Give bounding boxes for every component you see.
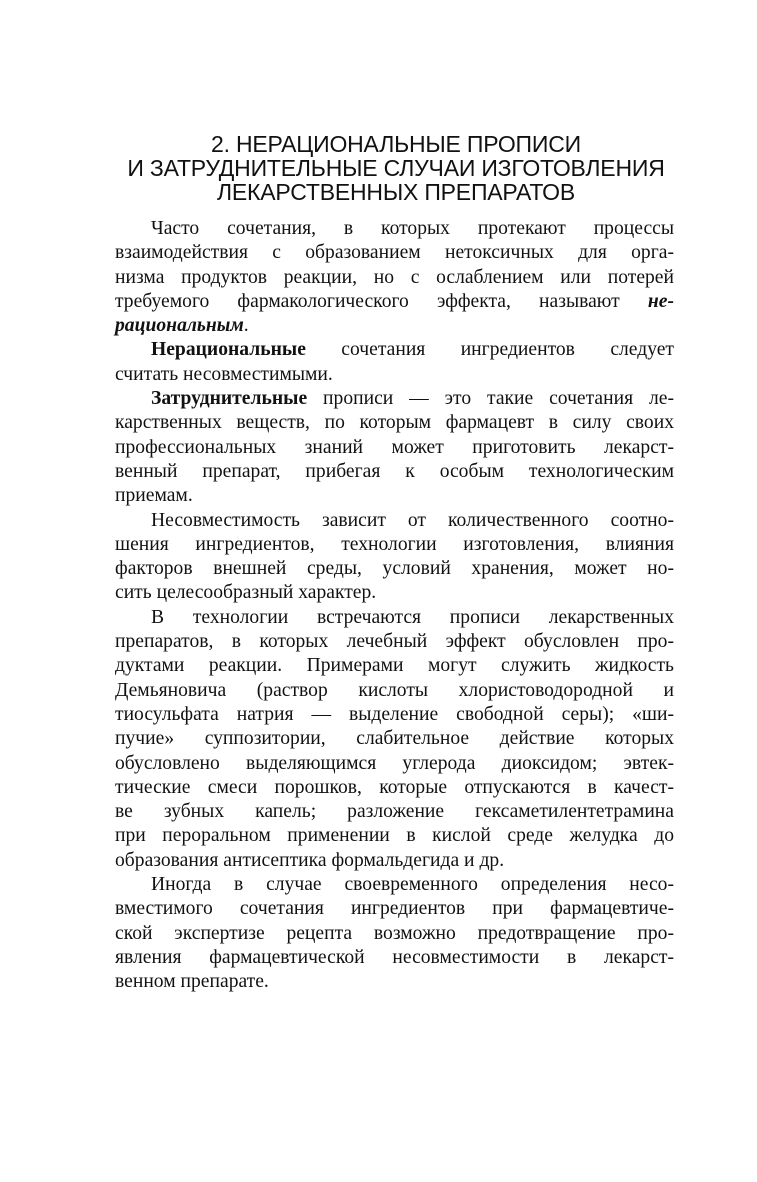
p6-line-5: венном препарате. (115, 971, 269, 993)
paragraph-1 (115, 217, 674, 338)
p1-term-part-1: не- (647, 290, 674, 312)
p5-line-3: дуктами реакции. Примерами могут служить жидкость (115, 655, 674, 677)
p5-line-4: Демьяновича (раствор кислоты хлористоводородной и (115, 679, 674, 701)
paragraph-3 (115, 387, 674, 508)
p1-line-5 (115, 314, 674, 338)
paragraph-6 (115, 873, 674, 994)
paragraph-5 (115, 606, 674, 873)
p5-line-8: тические смеси порошков, которые отпускаются в качест- (115, 776, 674, 798)
p4-line-1: Несовместимость зависит от количественного соотно- (151, 509, 674, 531)
p5-line-10: при пероральном применении в кислой среде желудка до (115, 825, 674, 847)
p5-line-9: ве зубных капель; разложение гексаметилентетрамина (115, 801, 674, 823)
paragraph-4 (115, 509, 674, 606)
p3-line-2: карственных веществ, по которым фармацевт в силу своих (115, 412, 674, 434)
heading-line-1: 2. НЕРАЦИОНАЛЬНЫЕ ПРОПИСИ (211, 131, 581, 157)
p5-line-7: обусловлено выделяющимся углерода диоксидом; эвтек- (115, 752, 674, 774)
page (115, 131, 674, 995)
p3-line-1 (115, 387, 674, 411)
p6-line-4: явления фармацевтической несовместимости в лекарст- (115, 946, 674, 968)
section-heading (118, 132, 674, 204)
p6-line-1: Иногда в случае своевременного определения несо- (151, 874, 674, 896)
p5-line-11: образования антисептика формальдегида и др. (115, 849, 505, 871)
p1-line-1: Часто сочетания, в которых протекают процессы (151, 218, 674, 239)
heading-line-2: И ЗАТРУДНИТЕЛЬНЫЕ СЛУЧАИ ИЗГОТОВЛЕНИЯ (127, 155, 665, 181)
p4-line-4: сить целесообразный характер. (115, 582, 377, 604)
paragraph-2 (115, 338, 674, 387)
p5-line-5: тиосульфата натрия — выделение свободной серы); «ши- (115, 703, 674, 725)
heading-line-3: ЛЕКАРСТВЕННЫХ ПРЕПАРАТОВ (216, 179, 576, 205)
p3-term: Затруднительные (151, 388, 308, 410)
p2-line-2: считать несовместимыми. (115, 363, 333, 385)
p1-line-4 (115, 290, 674, 314)
p1-line-4-text: требуемого фармакологического эффекта, называют (115, 290, 620, 312)
p5-line-6: пучие» суппозитории, слабительное действие которых (115, 728, 674, 750)
p1-line-2: взаимодействия с образованием нетоксичных для орга- (115, 242, 674, 264)
p4-line-2: шения ингредиентов, технологии изготовления, влияния (115, 533, 674, 555)
p2-line-1 (115, 338, 674, 362)
p3-line-3: профессиональных знаний может приготовить лекарст- (115, 436, 674, 458)
p6-line-3: ской экспертизе рецепта возможно предотвращение про- (115, 922, 674, 944)
p4-line-3: факторов внешней среды, условий хранения, может но- (115, 558, 674, 580)
p3-line-4: венный препарат, прибегая к особым технологическим (115, 460, 674, 482)
p3-line-1-text: прописи — это такие сочетания ле- (323, 388, 674, 410)
p1-period: . (243, 315, 249, 337)
p2-term: Нерациональные (151, 339, 306, 361)
p1-term-part-2: рациональным (115, 315, 244, 337)
body-text (115, 217, 674, 995)
p6-line-2: вместимого сочетания ингредиентов при фармацевтиче- (115, 898, 674, 920)
p5-line-2: препаратов, в которых лечебный эффект обусловлен про- (115, 631, 674, 653)
p1-line-3: низма продуктов реакции, но с ослаблением или потерей (115, 266, 674, 288)
p3-line-5: приемам. (115, 485, 193, 507)
p5-line-1: В технологии встречаются прописи лекарственных (151, 606, 674, 628)
p2-line-1-text: сочетания ингредиентов следует (341, 339, 674, 361)
